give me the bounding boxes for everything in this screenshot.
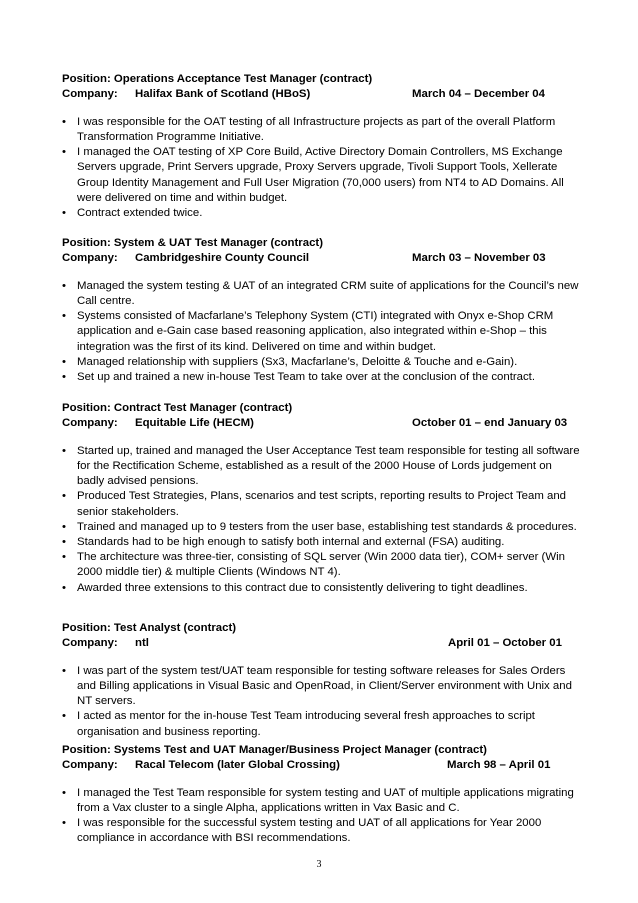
company-name: Cambridgeshire County Council <box>135 252 310 265</box>
job-dates: March 98 – April 01 <box>447 759 551 772</box>
bullet-item: • I managed the OAT testing of XP Core Build, Active Directory Domain Controllers, MS Exchange Servers upgrade, Print Servers upgrade, Proxy Servers upgrade, Tivoli Support Tools, Xellerate Group Identity Management and Full User Migration (70,000 users) from NT4 to AD Domains. All were delivered on time and within budget. <box>62 146 564 204</box>
bullet-item: • I was responsible for the OAT testing of all Infrastructure projects as part of the overall Platform Transformation Programme Initiative. <box>62 115 556 143</box>
bullet-item: • Standards had to be high enough to satisfy both internal and external (FSA) auditing. <box>62 536 505 548</box>
bullet-item: • Awarded three extensions to this contract due to consistently delivering to tight deadlines. <box>62 581 528 594</box>
position-line: Position: Test Analyst (contract) <box>62 622 237 634</box>
job-dates: October 01 – end January 03 <box>412 417 568 430</box>
bullet-list <box>62 786 582 847</box>
bullet-list <box>62 115 582 221</box>
job-dates: March 04 – December 04 <box>412 88 545 101</box>
company-line <box>62 251 582 266</box>
bullet-item: • I was responsible for the successful system testing and UAT of all applications for Year 2000 compliance in accordance with BSI recommendations. <box>62 817 542 845</box>
company-label: Company: <box>62 637 118 650</box>
bullet-item: • Trained and managed up to 9 testers from the user base, establishing test standards & procedures. <box>62 520 577 533</box>
company-line <box>62 636 582 651</box>
bullet-list <box>62 279 582 385</box>
position-title: Contract Test Manager (contract) <box>113 402 293 414</box>
company-name: Halifax Bank of Scotland (HBoS) <box>135 88 311 101</box>
company-label: Company: <box>62 252 118 265</box>
job-entry <box>62 743 582 847</box>
company-line <box>62 758 582 773</box>
position-label: Position <box>62 237 107 249</box>
page-number: 3 <box>316 859 322 870</box>
position-title: Operations Acceptance Test Manager (contract) <box>113 73 373 85</box>
position-title: Test Analyst (contract) <box>113 622 237 634</box>
company-name: Equitable Life (HECM) <box>135 417 254 430</box>
job-entry <box>62 72 582 221</box>
company-label: Company: <box>62 417 118 430</box>
company-label: Company: <box>62 88 118 101</box>
bullet-item: • Started up, trained and managed the User Acceptance Test team responsible for testing all software for the Rectification Scheme, established as a result of the 2000 House of Lords judgement on badly advised pensions. <box>62 444 580 488</box>
bullet-item: • Managed the system testing & UAT of an integrated CRM suite of applications for the Council’s new Call centre. <box>62 279 579 307</box>
position-label: Position <box>62 744 107 756</box>
position-label: Position <box>62 73 107 85</box>
bullet-item: • Systems consisted of Macfarlane’s Telephony System (CTI) integrated with Onyx e-Shop CRM application and e-Gain case based reasoning application, also integrated within e-Shop – this integration was the first of its kind. Delivered on time and within budget. <box>62 310 554 353</box>
bullet-item: • I was part of the system test/UAT team responsible for testing software releases for Sales Orders and Billing applications in Visual Basic and OpenRoad, in Client/Server environment with Unix and NT servers. <box>62 664 572 708</box>
job-dates: March 03 – November 03 <box>412 252 546 265</box>
bullet-item: • Set up and trained a new in-house Test Team to take over at the conclusion of the contract. <box>62 371 536 383</box>
position-title: System & UAT Test Manager (contract) <box>113 237 323 249</box>
bullet-item: • Contract extended twice. <box>62 207 203 219</box>
company-name: Racal Telecom (later Global Crossing) <box>135 759 340 772</box>
bullet-item: • Produced Test Strategies, Plans, scenarios and test scripts, reporting results to Project Team and senior stakeholders. <box>62 490 566 518</box>
company-line <box>62 87 582 102</box>
bullet-list <box>62 444 582 596</box>
bullet-item: • I acted as mentor for the in-house Test Team introducing several fresh approaches to script organisation and business reporting. <box>62 710 535 738</box>
bullet-item: • I managed the Test Team responsible for system testing and UAT of multiple applications migrating from a Vax cluster to a single Alpha, applications written in Vax Basic and C. <box>62 786 574 814</box>
bullet-list <box>62 664 582 740</box>
company-name: ntl <box>135 637 149 650</box>
company-line <box>62 416 582 431</box>
job-entry <box>62 621 582 740</box>
position-line: Position: Contract Test Manager (contract) <box>62 402 293 414</box>
position-line: Position: System & UAT Test Manager (contract) <box>62 237 323 249</box>
company-label: Company: <box>62 759 118 772</box>
position-line: Position: Operations Acceptance Test Manager (contract) <box>62 73 373 85</box>
bullet-item: • Managed relationship with suppliers (Sx3, Macfarlane’s, Deloitte & Touche and e-Gain). <box>62 355 518 368</box>
job-entry <box>62 401 582 596</box>
position-label: Position <box>62 622 107 634</box>
position-line: Position: Systems Test and UAT Manager/Business Project Manager (contract) <box>62 744 487 756</box>
bullet-item: • The architecture was three-tier, consisting of SQL server (Win 2000 data tier), COM+ server (Win 2000 middle tier) & multiple Clients (Windows NT 4). <box>62 551 565 579</box>
position-label: Position <box>62 402 107 414</box>
position-title: Systems Test and UAT Manager/Business Project Manager (contract) <box>113 744 487 756</box>
job-entry <box>62 236 582 385</box>
job-dates: April 01 – October 01 <box>448 637 562 650</box>
